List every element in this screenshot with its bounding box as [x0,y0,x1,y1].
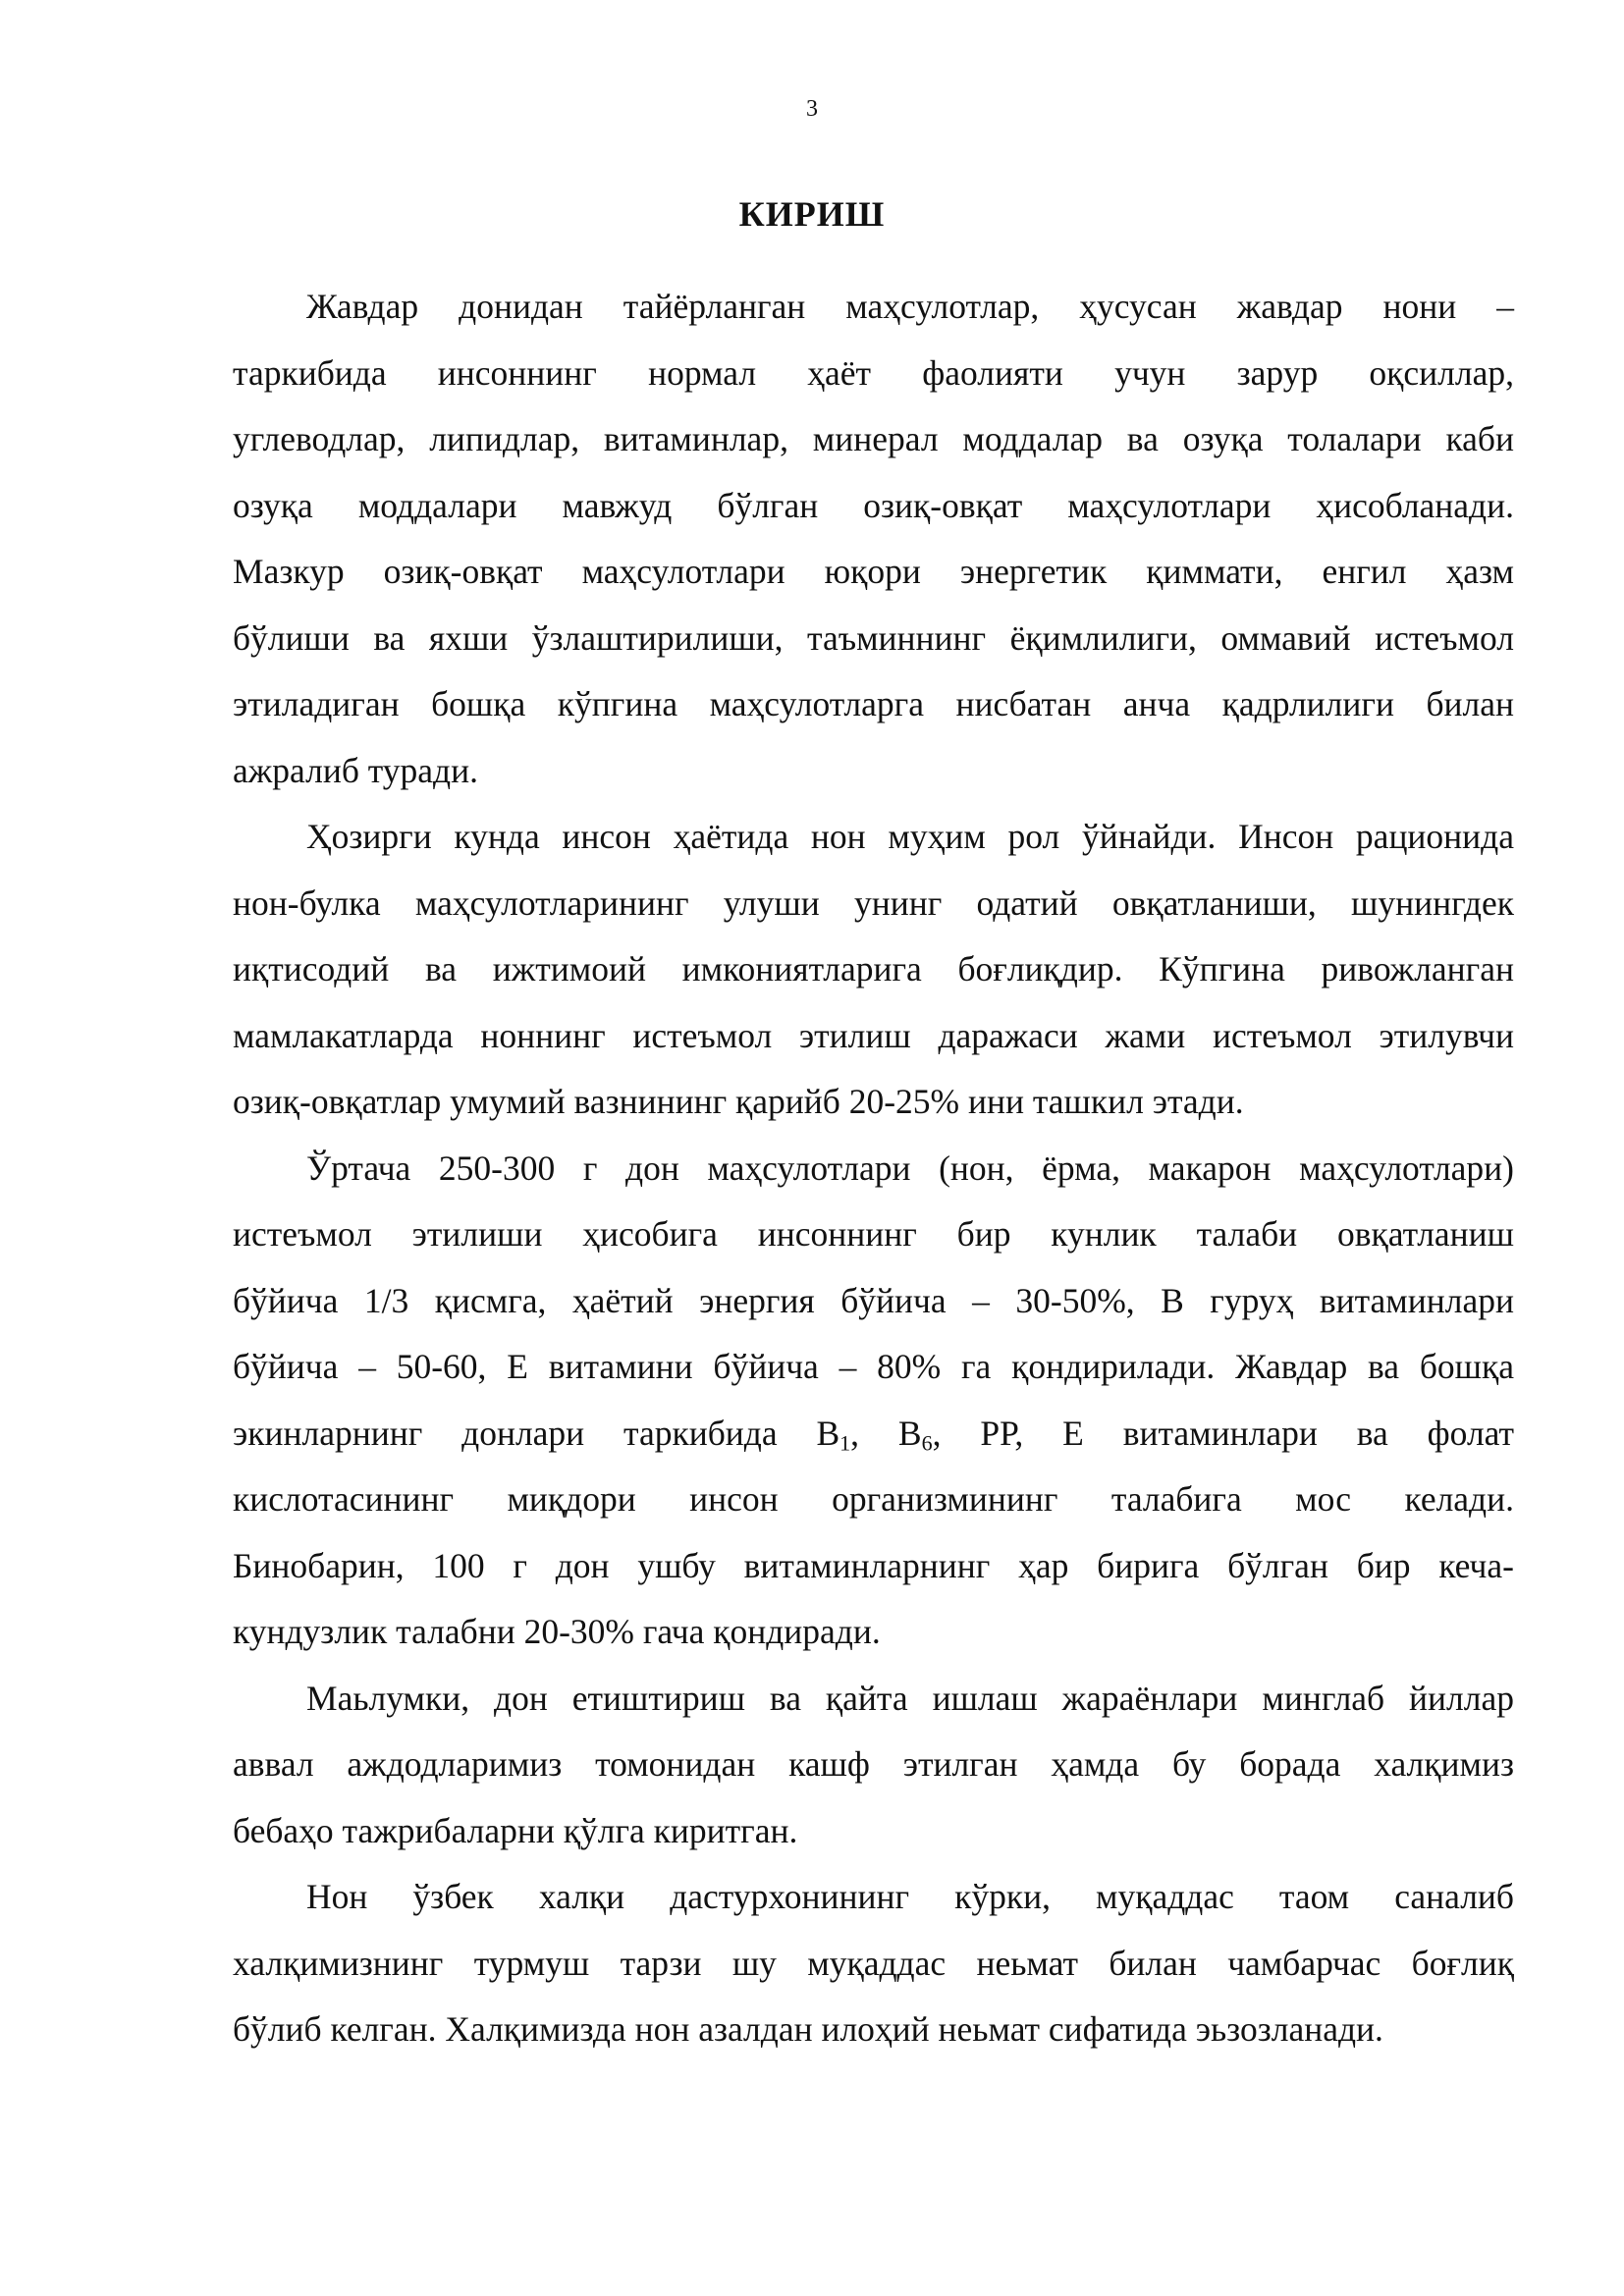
text-line: ажралиб туради. [233,750,478,790]
text-line: Мазкур озиқ-овқат маҳсулотлари юқори энергетик қиммати, енгил ҳазм [233,552,1514,591]
paragraph-2 [233,804,1514,1136]
paragraph-3 [233,1136,1514,1666]
text-line: бўйича 1/3 қисмга, ҳаётий энергия бўйича – 30-50%, В гуруҳ витаминлари [233,1280,1514,1320]
text-line: кундузлик талабни 20-30% гача қондиради. [233,1612,881,1651]
text-line: истеъмол этилиши ҳисобига инсоннинг бир кунлик талаби овқатланиш [233,1214,1514,1254]
page-number: 3 [806,96,818,122]
text-line: бўлиб келган. Халқимизда нон азалдан илоҳий неьмат сифатида эьзозланади. [233,2009,1383,2049]
text-line: бўйича – 50-60, Е витамини бўйича – 80% га қондирилади. Жавдар ва бошқа [233,1347,1514,1386]
text-line: таркибида инсоннинг нормал ҳаёт фаолияти учун зарур оқсиллар, [233,352,1514,393]
paragraph-5 [233,1864,1514,2063]
text-line: Ўртача 250-300 г дон маҳсулотлари (нон, ёрма, макарон маҳсулотлари) [306,1148,1514,1188]
text-line: бебаҳо тажрибаларни қўлга киритган. [233,1810,798,1850]
subscript: 6 [921,1430,933,1455]
text-line: Маьлумки, дон етиштириш ва қайта ишлаш жараёнлари минглаб йиллар [306,1678,1514,1718]
paragraph-1 [233,274,1514,804]
text-line: нон-булка маҳсулотларининг улуши унинг одатий овқатланиши, шунингдек [233,882,1514,923]
text-line: Бинобарин, 100 г дон ушбу витаминларнинг ҳар бирига бўлган бир кеча- [233,1545,1514,1585]
text-line: озиқ-овқатлар умумий вазнининг қарийб 20-25% ини ташкил этади. [233,1082,1244,1121]
text-line: этиладиган бошқа кўпгина маҳсулотларга нисбатан анча қадрлилиги билан [233,684,1514,723]
document-body [233,274,1514,2063]
text-line: кислотасининг миқдори инсон организмининг талабига мос келади. [233,1479,1514,1519]
text-line: бўлиши ва яхши ўзлаштирилиши, таъминнинг ёқимлилиги, оммавий истеъмол [233,617,1514,658]
text-line: Ҳозирги кунда инсон ҳаётида нон муҳим рол ўйнайди. Инсон рационида [306,817,1514,856]
text-segment: , РР, Е витаминлари ва фолат [932,1413,1515,1453]
text-line: халқимизнинг турмуш тарзи шу муқаддас неьмат билан чамбарчас боғлиқ [233,1943,1514,1983]
text-line: мамлакатларда ноннинг истеъмол этилиш даражаси жами истеъмол этилувчи [233,1015,1514,1055]
subscript: 1 [839,1430,851,1455]
text-line: Жавдар донидан тайёрланган маҳсулотлар, ҳусусан жавдар нони – [306,287,1514,326]
section-heading: КИРИШ [738,194,886,234]
text-line: озуқа моддалари мавжуд бўлган озиқ-овқат маҳсулотлари ҳисобланади. [233,485,1514,525]
paragraph-4 [233,1666,1514,1865]
text-segment: экинларнинг донлари таркибида В [233,1413,840,1453]
text-line: Нон ўзбек халқи дастурхонининг кўрки, муқаддас таом саналиб [306,1877,1514,1916]
text-segment: , В [850,1413,922,1453]
text-line: иқтисодий ва ижтимоий имкониятларига боғлиқдир. Кўпгина ривожланган [233,949,1514,988]
text-line: углеводлар, липидлар, витаминлар, минерал моддалар ва озуқа толалари каби [233,419,1514,458]
text-line-with-subscripts [233,1401,1514,1468]
text-line: аввал аждодларимиз томонидан кашф этилган ҳамда бу борада халқимиз [233,1744,1514,1784]
